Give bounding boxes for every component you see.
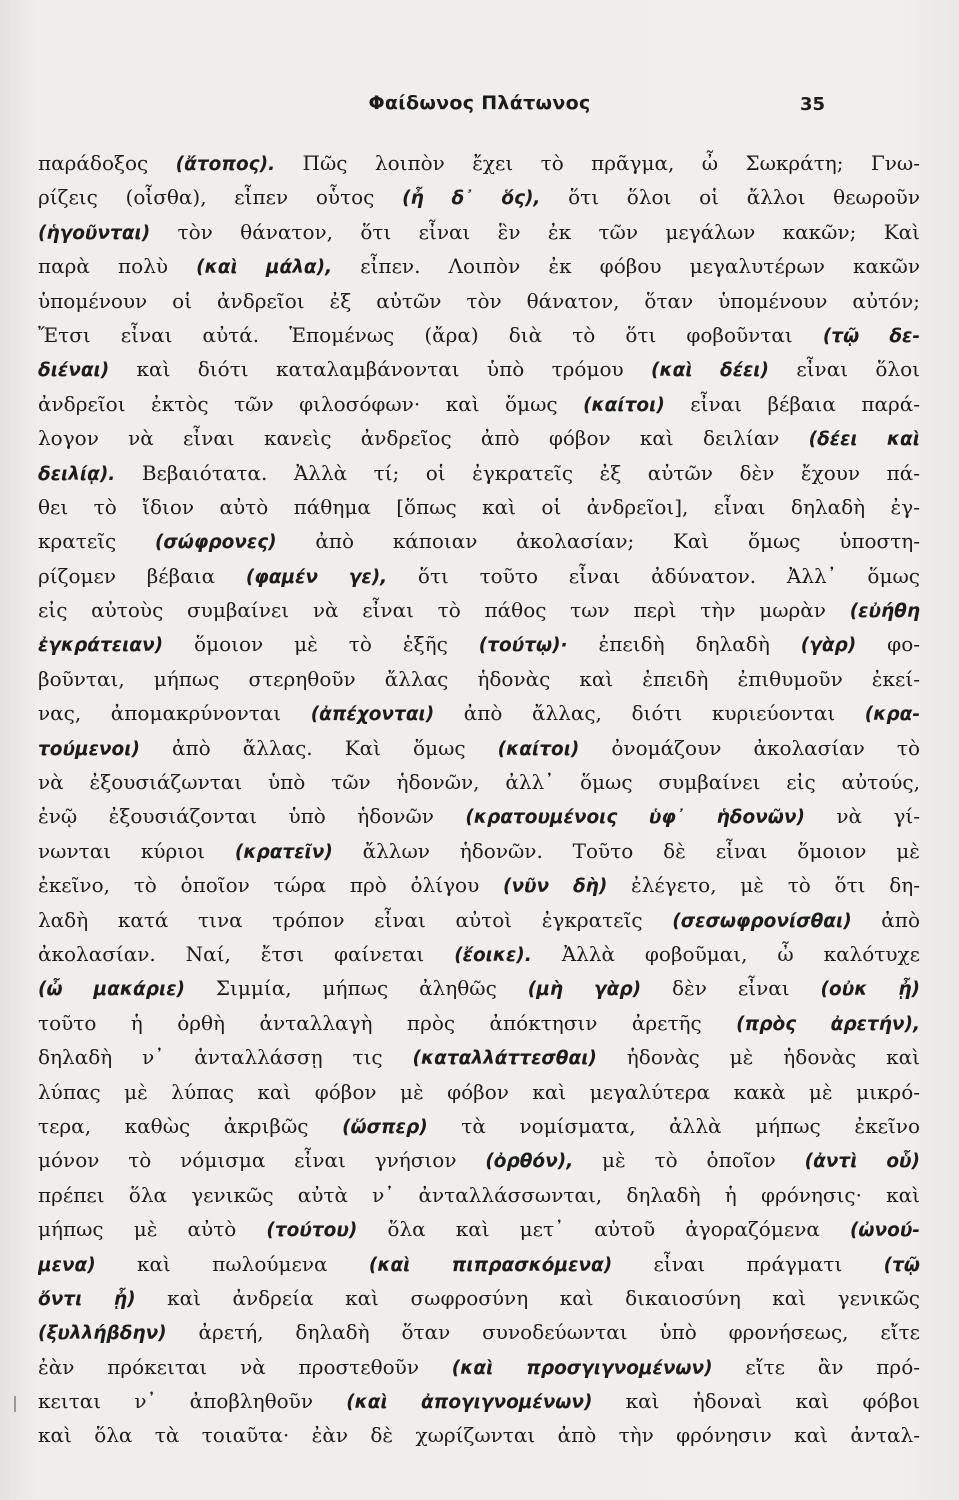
body-segment: λύπας μὲ λύπας καὶ φόβον μὲ φόβον καὶ μεγαλύτερα κακὰ μὲ μικρό- bbox=[38, 1079, 920, 1104]
body-segment: νας, ἀπομακρύνονται bbox=[38, 701, 311, 726]
body-segment: καὶ ἀνδρεία καὶ σωφροσύνη καὶ δικαιοσύνη καὶ γενικῶς bbox=[135, 1285, 920, 1310]
body-segment: εἶναι βέβαια παρά- bbox=[664, 391, 920, 416]
text-line bbox=[38, 1109, 920, 1143]
body-segment: λογον νὰ εἶναι κανεὶς ἀνδρεῖος ἀπὸ φόβον καὶ δειλίαν bbox=[38, 426, 809, 451]
gloss-text: (καίτοι) bbox=[497, 738, 580, 760]
body-segment: Ἔτσι εἶναι αὐτά. Ἑπομένως (ἄρα) διὰ τὸ ὅτι φοβοῦνται bbox=[38, 322, 823, 347]
body-segment: ὑπομένουν οἱ ἀνδρεῖοι ἐξ αὐτῶν τὸν θάνατον, ὅταν ὑπομένουν αὐτόν; bbox=[38, 288, 920, 313]
body-segment: ἀπὸ ἄλλας, διότι κυριεύονται bbox=[434, 701, 865, 726]
text-line bbox=[38, 387, 920, 421]
text-line bbox=[38, 971, 920, 1005]
body-segment: ἐνῷ ἐξουσιάζονται ὑπὸ ἡδονῶν bbox=[38, 804, 466, 829]
body-segment: Ἀλλὰ φοβοῦμαι, ὦ καλότυχε bbox=[531, 941, 920, 966]
gloss-text: (καὶ ἀπογιγνομένων) bbox=[346, 1392, 593, 1414]
body-segment: εἶναι ὅλοι bbox=[768, 357, 920, 382]
text-line bbox=[38, 1384, 920, 1418]
text-line bbox=[38, 903, 920, 937]
body-segment: ἄλλων ἡδονῶν. Τοῦτο δὲ εἶναι ὅμοιον μὲ bbox=[332, 838, 920, 863]
gloss-text: (ὥσπερ) bbox=[342, 1116, 428, 1138]
gloss-text: (ὦ μακάριε) bbox=[38, 979, 185, 1001]
gloss-text: (τῷ δε- bbox=[822, 325, 920, 347]
gloss-text: (καίτοι) bbox=[583, 394, 665, 416]
body-segment: παρὰ πολὺ bbox=[38, 254, 197, 279]
body-segment: ρίζομεν βέβαια bbox=[38, 563, 246, 588]
gloss-text: μενα) bbox=[38, 1254, 96, 1276]
gloss-text: (ξυλλήβδην) bbox=[38, 1323, 167, 1345]
body-segment: νὰ ἐξουσιάζωνται ὑπὸ τῶν ἡδονῶν, ἀλλ᾽ ὅμως συμβαίνει εἰς αὐτούς, bbox=[38, 770, 920, 795]
gloss-text: (σώφρονες) bbox=[154, 532, 277, 554]
gloss-text: (καὶ προσγιγνομένων) bbox=[451, 1357, 713, 1379]
body-segment: εἶναι πράγματι bbox=[612, 1251, 884, 1276]
gloss-text: (καὶ δέει) bbox=[651, 360, 769, 382]
body-segment: καὶ διότι καταλαμβάνονται ὑπὸ τρόμου bbox=[109, 357, 652, 382]
body-segment: μόνον τὸ νόμισμα εἶναι γνήσιον bbox=[38, 1148, 486, 1173]
gloss-text: (καὶ πιπρασκόμενα) bbox=[368, 1254, 613, 1276]
gloss-text: (πρὸς ἀρετήν), bbox=[736, 1013, 920, 1035]
gloss-text: (ἀντὶ οὗ) bbox=[804, 1151, 920, 1173]
text-line bbox=[38, 524, 920, 558]
body-segment: ἀπὸ bbox=[851, 907, 920, 932]
body-segment: ἐκεῖνο, τὸ ὁποῖον τώρα πρὸ ὀλίγου bbox=[38, 873, 503, 898]
body-segment: Πῶς λοιπὸν ἔχει τὸ πρᾶγμα, ὦ Σωκράτη; Γνω- bbox=[275, 151, 920, 175]
text-line bbox=[38, 834, 920, 868]
body-segment: ἀπὸ ἄλλας. Καὶ ὅμως bbox=[139, 735, 498, 760]
gloss-text: (ὠνού- bbox=[849, 1220, 920, 1242]
body-segment: καὶ ὅλα τὰ τοιαῦτα· ἐὰν δὲ χωρίζωνται ἀπὸ τὴν φρόνησιν καὶ ἀνταλ- bbox=[38, 1423, 920, 1448]
body-segment: ἀρετή, δηλαδὴ ὅταν συνοδεύωνται ὑπὸ φρονήσεως, εἴτε bbox=[166, 1320, 920, 1345]
gloss-text: (σεσωφρονίσθαι) bbox=[672, 910, 852, 932]
text-line bbox=[38, 146, 920, 180]
text-line bbox=[38, 1075, 920, 1109]
body-segment: εἴτε ἂν πρό- bbox=[712, 1354, 920, 1379]
gloss-text: (κρα- bbox=[864, 704, 920, 726]
running-title: Φαίδωνος Πλάτωνος bbox=[368, 92, 591, 114]
body-segment: τερα, καθὼς ἀκριβῶς bbox=[38, 1113, 343, 1138]
body-segment: πρέπει ὅλα γενικῶς αὐτὰ ν᾽ ἀνταλλάσσωνται, δηλαδὴ ἡ φρόνησις· καὶ bbox=[38, 1182, 920, 1207]
body-segment: νὰ γί- bbox=[804, 804, 920, 829]
text-line bbox=[38, 421, 920, 455]
body-segment: βοῦνται, μήπως στερηθοῦν ἄλλας ἡδονὰς καὶ ἐπειδὴ ἐπιθυμοῦν ἐκεί- bbox=[38, 666, 920, 691]
body-segment: τοῦτο ἡ ὀρθὴ ἀνταλλαγὴ πρὸς ἀπόκτησιν ἀρετῆς bbox=[38, 1010, 737, 1035]
body-segment: ρίζεις (οἶσθα), εἶπεν οὗτος bbox=[38, 185, 403, 210]
body-segment: ὅλα καὶ μετ᾽ αὐτοῦ ἀγοραζόμενα bbox=[357, 1217, 850, 1242]
gloss-text: (ἡγοῦνται) bbox=[38, 222, 151, 244]
gloss-text: (νῦν δὴ) bbox=[502, 876, 608, 898]
body-segment: μὲ τὸ ὁποῖον bbox=[573, 1148, 805, 1173]
body-segment: Σιμμία, μήπως ἀληθῶς bbox=[184, 976, 528, 1001]
text-line bbox=[38, 1040, 920, 1074]
gloss-text: (κρατουμένοις ὑφ᾽ ἡδονῶν) bbox=[465, 807, 805, 829]
body-segment: ἡδονὰς μὲ ἡδονὰς καὶ bbox=[596, 1045, 920, 1070]
margin-mark bbox=[14, 1396, 16, 1412]
gloss-text: (καταλλάττεσθαι) bbox=[412, 1048, 597, 1070]
body-segment: ἀκολασίαν. Ναί, ἔτσι φαίνεται bbox=[38, 941, 455, 966]
text-line bbox=[38, 1315, 920, 1349]
gloss-text: (ὀρθόν), bbox=[485, 1151, 574, 1173]
body-segment: θει τὸ ἴδιον αὐτὸ πάθημα [ὅπως καὶ οἱ ἀνδρεῖοι], εἶναι δηλαδὴ ἐγ- bbox=[38, 494, 920, 519]
gloss-text: δειλίᾳ). bbox=[38, 463, 116, 485]
body-segment: λαδὴ κατά τινα τρόπον εἶναι αὐτοὶ ἐγκρατεῖς bbox=[38, 907, 673, 932]
text-line bbox=[38, 765, 920, 799]
body-segment: ὀνομάζουν ἀκολασίαν τὸ bbox=[579, 735, 920, 760]
body-segment: φο- bbox=[856, 632, 920, 657]
body-segment: καὶ ἡδοναὶ καὶ φόβοι bbox=[592, 1389, 920, 1414]
body-segment: ἐπειδὴ δηλαδὴ bbox=[567, 632, 801, 657]
body-segment: παράδοξος bbox=[38, 151, 176, 175]
gloss-text: (εὐήθη bbox=[849, 601, 920, 623]
body-segment: κειται ν᾽ ἀποβληθοῦν bbox=[38, 1389, 347, 1414]
body-segment: ἀπὸ κάποιαν ἀκολασίαν; Καὶ ὅμως ὑποστη- bbox=[276, 529, 920, 554]
text-line bbox=[38, 1006, 920, 1040]
text-line bbox=[38, 1350, 920, 1384]
body-segment: κρατεῖς bbox=[38, 529, 155, 554]
text-line bbox=[38, 180, 920, 214]
running-head bbox=[0, 92, 959, 122]
body-segment: εἶπεν. Λοιπὸν ἐκ φόβου μεγαλυτέρων κακῶν bbox=[332, 254, 920, 279]
body-segment: ἐὰν πρόκειται νὰ προστεθοῦν bbox=[38, 1354, 452, 1379]
body-segment: τὸν θάνατον, ὅτι εἶναι ἓν ἐκ τῶν μεγάλων κακῶν; Καὶ bbox=[150, 219, 920, 244]
body-text bbox=[38, 146, 920, 1453]
text-line bbox=[38, 1418, 920, 1452]
text-line bbox=[38, 1212, 920, 1246]
body-segment: δηλαδὴ ν᾽ ἀνταλλάσσῃ τις bbox=[38, 1045, 413, 1070]
gloss-text: (κρατεῖν) bbox=[234, 841, 333, 863]
gloss-text: (τῷ bbox=[883, 1254, 920, 1276]
body-segment: ἀνδρεῖοι ἐκτὸς τῶν φιλοσόφων· καὶ ὅμως bbox=[38, 391, 584, 416]
text-line bbox=[38, 490, 920, 524]
text-line bbox=[38, 215, 920, 249]
gloss-text: (γὰρ) bbox=[800, 635, 857, 657]
gloss-text: (τούτῳ)· bbox=[478, 635, 568, 657]
body-segment: τὰ νομίσματα, ἀλλὰ μήπως ἐκεῖνο bbox=[427, 1113, 920, 1138]
text-line bbox=[38, 1247, 920, 1281]
body-segment: ὅτι ὅλοι οἱ ἄλλοι θεωροῦν bbox=[540, 185, 920, 210]
body-segment: ἐλέγετο, μὲ τὸ ὅτι δη- bbox=[607, 873, 920, 898]
text-line bbox=[38, 318, 920, 352]
gloss-text: ὄντι ᾖ) bbox=[38, 1288, 136, 1310]
body-segment: καὶ πωλούμενα bbox=[95, 1251, 369, 1276]
text-line bbox=[38, 352, 920, 386]
text-line bbox=[38, 662, 920, 696]
text-line bbox=[38, 696, 920, 730]
gloss-text: (μὴ γὰρ) bbox=[527, 979, 642, 1001]
text-line bbox=[38, 593, 920, 627]
body-segment: νωνται κύριοι bbox=[38, 838, 235, 863]
gloss-text: ἐγκράτειαν) bbox=[38, 635, 164, 657]
gloss-text: (ἔοικε). bbox=[454, 944, 532, 966]
gloss-text: (καὶ μάλα), bbox=[196, 257, 333, 279]
text-line bbox=[38, 1143, 920, 1177]
gloss-text: (ἀπέχονται) bbox=[310, 704, 435, 726]
body-segment: εἰς αὐτοὺς συμβαίνει νὰ εἶναι τὸ πάθος των περὶ τὴν μωρὰν bbox=[38, 598, 850, 623]
text-line bbox=[38, 1178, 920, 1212]
body-segment: δὲν εἶναι bbox=[641, 976, 821, 1001]
text-line bbox=[38, 284, 920, 318]
gloss-text: τούμενοι) bbox=[38, 738, 140, 760]
body-segment: μήπως μὲ αὐτὸ bbox=[38, 1217, 267, 1242]
gloss-text: διέναι) bbox=[38, 360, 110, 382]
text-line bbox=[38, 559, 920, 593]
text-line bbox=[38, 868, 920, 902]
gloss-text: (οὐκ ᾖ) bbox=[820, 979, 920, 1001]
text-line bbox=[38, 799, 920, 833]
text-line bbox=[38, 937, 920, 971]
text-line bbox=[38, 627, 920, 661]
text-line bbox=[38, 456, 920, 490]
text-line bbox=[38, 731, 920, 765]
body-segment: ὅτι τοῦτο εἶναι ἀδύνατον. Ἀλλ᾽ ὅμως bbox=[387, 563, 920, 588]
body-segment: Βεβαιότατα. Ἀλλὰ τί; οἱ ἐγκρατεῖς ἐξ αὐτῶν δὲν ἔχουν πά- bbox=[115, 460, 920, 485]
gloss-text: (ἦ δ᾽ ὅς), bbox=[402, 188, 541, 210]
gloss-text: (ἄτοπος). bbox=[175, 154, 276, 175]
gloss-text: (φαμέν γε), bbox=[245, 566, 388, 588]
text-line bbox=[38, 249, 920, 283]
gloss-text: (τούτου) bbox=[266, 1220, 358, 1242]
page-number: 35 bbox=[799, 94, 825, 115]
text-line bbox=[38, 1281, 920, 1315]
body-segment: ὅμοιον μὲ τὸ ἑξῆς bbox=[163, 632, 479, 657]
gloss-text: (δέει καὶ bbox=[808, 429, 920, 451]
